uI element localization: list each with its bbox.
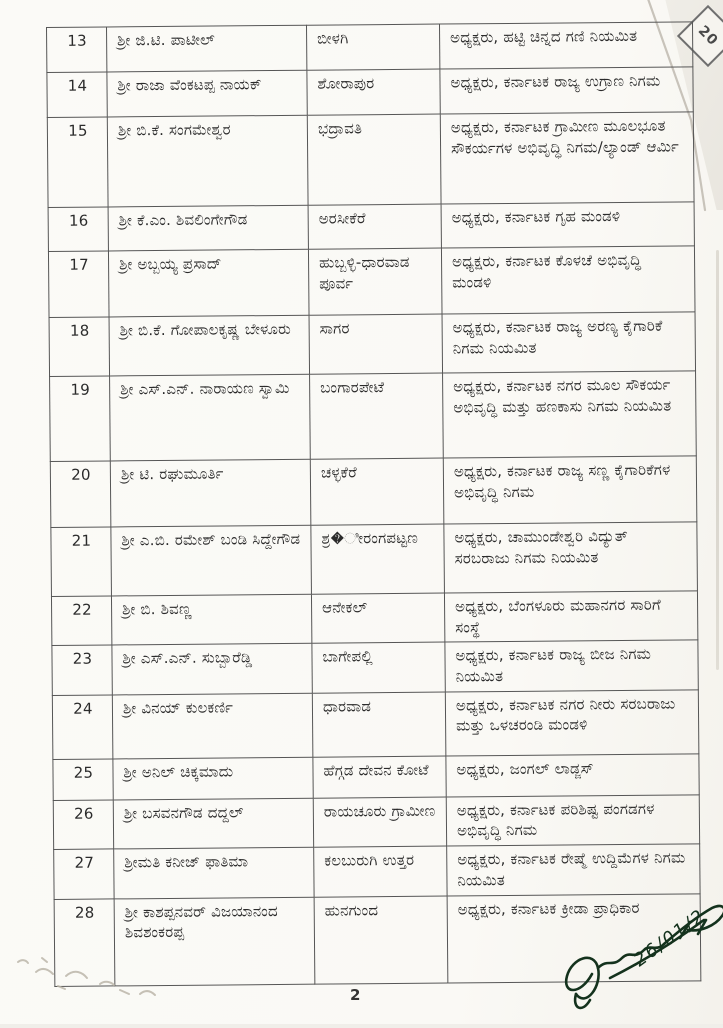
cell-serial: 25 — [53, 759, 113, 801]
cell-serial: 20 — [50, 461, 111, 528]
cell-position: ಅಧ್ಯಕ್ಷರು, ಕರ್ನಾಟಕ ಗ್ರಾಮೀಣ ಮೂಲಭೂತ ಸೌಕರ್ಯಗಳ ಅಭಿವೃದ್ಧಿ ನಿಗಮ/ಲ್ಯಾಂಡ್ ಆರ್ಮಿ — [440, 112, 694, 204]
cell-serial: 24 — [52, 695, 113, 760]
table-row — [47, 67, 693, 118]
cell-name: ಶ್ರೀ ಎಸ್.ಎನ್. ನಾರಾಯಣ ಸ್ವಾಮಿ — [110, 374, 311, 461]
cell-name: ಶ್ರೀ ಬಿ.ಕೆ. ಗೋಪಾಲಕೃಷ್ಣ ಬೇಳೂರು — [109, 315, 310, 376]
cell-position: ಅಧ್ಯಕ್ಷರು, ಕರ್ನಾಟಕ ರಾಜ್ಯ ಬೀಜ ನಿಗಮ ನಿಯಮಿತ — [445, 640, 698, 692]
cell-serial: 26 — [53, 800, 113, 850]
cell-name: ಶ್ರೀಮತಿ ಕನೀಜ್ ಫಾತಿಮಾ — [114, 847, 314, 898]
cell-name: ಶ್ರೀ ಕಾಶಪ್ಪನವರ್ ವಿಜಯಾನಂದ ಶಿವಶಂಕರಪ್ಪ — [114, 897, 315, 986]
cell-serial: 17 — [48, 251, 109, 318]
cell-serial: 18 — [49, 317, 110, 377]
table-row — [47, 22, 693, 73]
table-row — [49, 312, 695, 377]
cell-name: ಶ್ರೀ ಬಸವನಗೌಡ ದದ್ದಲ್ — [113, 798, 313, 849]
cell-serial: 16 — [48, 207, 108, 252]
cell-position: ಅಧ್ಯಕ್ಷರು, ಕರ್ನಾಟಕ ರಾಜ್ಯ ಸಣ್ಣ ಕೈಗಾರಿಕೆಗಳ ಅಭಿವೃದ್ಧಿ ನಿಗಮ — [443, 456, 697, 524]
cell-position: ಅಧ್ಯಕ್ಷರು, ಕರ್ನಾಟಕ ರಾಜ್ಯ ಉಗ್ರಾಣ ನಿಗಮ — [440, 67, 693, 114]
cell-position: ಅಧ್ಯಕ್ಷರು, ಕರ್ನಾಟಕ ರೇಷ್ಮೆ ಉದ್ದಿಮೆಗಳ ನಿಗಮ ನಿಯಮಿತ — [447, 844, 700, 896]
cell-constituency: ರಾಯಚೂರು ಗ್ರಾಮೀಣ — [313, 797, 446, 848]
signature-date: 26/01/2 — [630, 904, 710, 971]
table-row — [54, 844, 700, 899]
table-row — [48, 246, 695, 318]
cell-position: ಅಧ್ಯಕ್ಷರು, ಕರ್ನಾಟಕ ನಗರ ಮೂಲ ಸೌಕರ್ಯ ಅಭಿವೃದ್ಧಿ ಮತ್ತು ಹಣಕಾಸು ನಿಗಮ ನಿಯಮಿತ — [443, 371, 697, 458]
cell-position: ಅಧ್ಯಕ್ಷರು, ಚಾಮುಂಡೇಶ್ವರಿ ವಿದ್ಯುತ್ ಸರಬರಾಜು ನಿಗಮ ನಿಯಮಿತ — [444, 522, 698, 593]
cell-position: ಅಧ್ಯಕ್ಷರು, ಕರ್ನಾಟಕ ಕೊಳಚೆ ಅಭಿವೃದ್ಧಿ ಮಂಡಳಿ — [441, 246, 695, 314]
table-row — [51, 591, 697, 646]
table-row — [53, 795, 699, 850]
cell-name: ಶ್ರೀ ಟಿ. ರಘುಮೂರ್ತಿ — [110, 459, 311, 527]
cell-name: ಶ್ರೀ ಅನಿಲ್ ಚಿಕ್ಕಮಾದು — [113, 757, 313, 800]
cell-constituency: ಕಲಬುರುಗಿ ಉತ್ತರ — [314, 846, 447, 897]
page-edge-shadow — [716, 250, 719, 670]
corner-stamp-number: 20 — [694, 22, 722, 50]
table-row — [50, 371, 697, 462]
cell-constituency: ಹುನಗುಂದ — [314, 896, 448, 984]
cell-constituency: ಶೋರಾಪುರ — [307, 69, 440, 115]
cell-name: ಶ್ರೀ ಕೆ.ಎಂ. ಶಿವಲಿಂಗೇಗೌಡ — [108, 205, 308, 251]
cell-serial: 14 — [47, 72, 107, 118]
cell-name: ಶ್ರೀ ಜಿ.ಟಿ. ಪಾಟೀಲ್ — [107, 25, 307, 72]
cell-serial: 19 — [50, 376, 111, 462]
cell-serial: 27 — [54, 849, 114, 899]
cell-name: ಶ್ರೀ ರಾಜಾ ವೆಂಕಟಪ್ಪ ನಾಯಕ್ — [107, 70, 307, 117]
cell-name: ಶ್ರೀ ಅಬ್ಬಯ್ಯ ಪ್ರಸಾದ್ — [108, 249, 309, 317]
cell-position: ಅಧ್ಯಕ್ಷರು, ಕರ್ನಾಟಕ ನಗರ ನೀರು ಸರಬರಾಜು ಮತ್ತು ಒಳಚರಂಡಿ ಮಂಡಳಿ — [445, 690, 699, 756]
page-number: 2 — [350, 986, 361, 1004]
cell-name: ಶ್ರೀ ಬಿ. ಶಿವಣ್ಣ — [111, 594, 311, 645]
table-row — [52, 640, 698, 695]
cell-serial: 22 — [51, 596, 111, 646]
table-row — [50, 456, 697, 528]
cell-name: ಶ್ರೀ ವಿನಯ್ ಕುಲಕರ್ಣಿ — [112, 693, 313, 759]
table-row — [53, 754, 699, 801]
cell-serial: 23 — [52, 645, 112, 695]
cell-serial: 15 — [47, 117, 108, 208]
cell-constituency: ಬೀಳಗಿ — [306, 24, 439, 70]
cell-constituency: ಹುಬ್ಬಳ್ಳಿ-ಧಾರವಾಡ ಪೂರ್ವ — [308, 248, 442, 315]
cell-serial: 21 — [51, 527, 112, 597]
cell-position: ಅಧ್ಯಕ್ಷರು, ಕರ್ನಾಟಕ ಗೃಹ ಮಂಡಳಿ — [441, 202, 694, 248]
cell-constituency: ಭದ್ರಾವತಿ — [307, 114, 441, 205]
officials-table — [46, 21, 700, 986]
cell-name: ಶ್ರೀ ಎಸ್.ಎನ್. ಸುಬ್ಬಾರೆಡ್ಡಿ — [112, 644, 312, 695]
cell-position: ಅಧ್ಯಕ್ಷರು, ಕರ್ನಾಟಕ ರಾಜ್ಯ ಅರಣ್ಯ ಕೈಗಾರಿಕೆ ನಿಗಮ ನಿಯಮಿತ — [442, 312, 696, 373]
table-row — [47, 112, 694, 208]
table-row — [52, 690, 699, 760]
cell-constituency: ಧಾರವಾಡ — [312, 692, 446, 757]
cell-constituency: ಸಾಗರ — [309, 314, 443, 374]
cell-name: ಶ್ರೀ ಎ.ಬಿ. ರಮೇಶ್ ಬಂಡಿ ಸಿದ್ದೇಗೌಡ — [111, 525, 312, 596]
cell-constituency: ಬಂಗಾರಪೇಟೆ — [310, 373, 444, 459]
cell-constituency: ಅರಸೀಕೆರೆ — [308, 204, 441, 249]
cell-position: ಅಧ್ಯಕ್ಷರು, ಕರ್ನಾಟಕ ಪರಿಶಿಷ್ಟ ಪಂಗಡಗಳ ಅಭಿವೃದ್ಧಿ ನಿಗಮ — [446, 795, 699, 847]
cell-constituency: ಆನೇಕಲ್ — [311, 593, 444, 644]
table-row — [54, 893, 701, 986]
cell-constituency: ಬಾಗೇಪಲ್ಲಿ — [312, 642, 445, 693]
cell-serial: 13 — [47, 27, 107, 73]
cell-position: ಅಧ್ಯಕ್ಷರು, ಜಂಗಲ್ ಲಾಡ್ಜಸ್ — [446, 754, 699, 797]
cell-constituency: ಶ್ರ�ೀರಂಗಪಟ್ಟಣ — [311, 524, 445, 594]
cell-position: ಅಧ್ಯಕ್ಷರು, ಬೆಂಗಳೂರು ಮಹಾನಗರ ಸಾರಿಗೆ ಸಂಸ್ಥೆ — [444, 591, 697, 643]
cell-position: ಅಧ್ಯಕ್ಷರು, ಕರ್ನಾಟಕ ಕ್ರೀಡಾ ಪ್ರಾಧಿಕಾರ — [447, 893, 701, 982]
cell-constituency: ಚಳ್ಳಕೆರೆ — [310, 458, 444, 525]
cell-constituency: ಹೆಗ್ಗಡ ದೇವನ ಕೋಟೆ — [313, 756, 446, 798]
cell-position: ಅಧ್ಯಕ್ಷರು, ಹಟ್ಟಿ ಚಿನ್ನದ ಗಣಿ ನಿಯಮಿತ — [439, 22, 692, 69]
cell-serial: 28 — [54, 898, 115, 986]
table-row — [48, 202, 694, 252]
table-row — [51, 522, 698, 597]
cell-name: ಶ್ರೀ ಬಿ.ಕೆ. ಸಂಗಮೇಶ್ವರ — [107, 115, 308, 207]
